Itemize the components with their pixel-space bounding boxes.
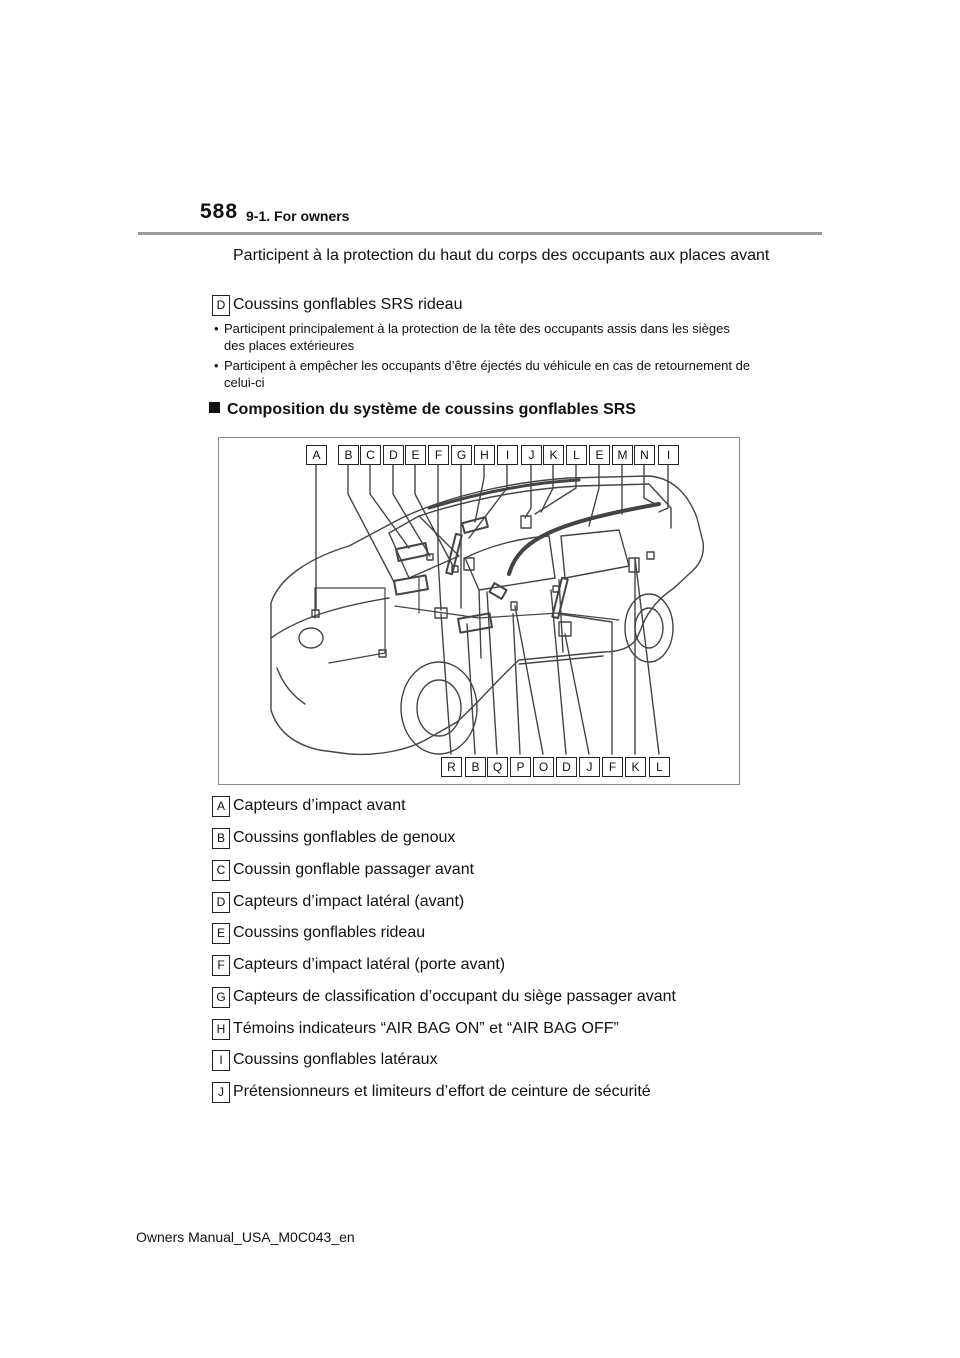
hood-line — [271, 598, 389, 638]
legend-letter-badge: H — [212, 1019, 230, 1040]
callout-label: G — [451, 445, 472, 465]
bullet-dot: • — [214, 321, 219, 336]
legend-letter-badge: E — [212, 923, 230, 944]
callout-label: F — [602, 757, 623, 777]
front-window — [465, 536, 555, 590]
legend-letter-badge: G — [212, 987, 230, 1008]
callout-label: F — [428, 445, 449, 465]
bullet-text: Participent principalement à la protection de la tête des occupants assis dans les sièges des places extérieures — [224, 321, 730, 353]
legend-letter-badge: D — [212, 892, 230, 913]
callout-label: E — [589, 445, 610, 465]
front-wheel-hub — [417, 680, 461, 736]
retractor-upper — [521, 516, 531, 528]
callout-label: C — [360, 445, 381, 465]
legend-text: Coussins gonflables rideau — [233, 924, 426, 941]
callout-label: B — [465, 757, 486, 777]
legend-text: Prétensionneurs et limiteurs d’effort de ceinture de sécurité — [233, 1083, 651, 1100]
rear-sensor — [647, 552, 654, 559]
callout-label: N — [634, 445, 655, 465]
legend-text: Capteurs d’impact latéral (porte avant) — [233, 956, 506, 973]
curtain-airbag — [509, 504, 659, 574]
callout-label: E — [405, 445, 426, 465]
subheading-text: Composition du système de coussins gonflables SRS — [227, 401, 636, 418]
bullet-dot: • — [214, 358, 219, 373]
legend-letter-badge: J — [212, 1082, 230, 1103]
callout-label: R — [441, 757, 462, 777]
retractor-rear — [629, 558, 639, 572]
rear-wheel — [625, 594, 673, 662]
callout-label: K — [543, 445, 564, 465]
leader-line — [487, 592, 497, 754]
subheading — [209, 401, 636, 419]
leader-line — [393, 458, 430, 556]
airbag-diagram — [218, 437, 740, 785]
callout-label: I — [658, 445, 679, 465]
callout-label: A — [306, 445, 327, 465]
callout-label: L — [566, 445, 587, 465]
front-wheel — [401, 662, 477, 754]
legend-text: Capteurs d’impact latéral (avant) — [233, 893, 465, 910]
item-title: Coussins gonflables SRS rideau — [233, 296, 463, 313]
item-letter-badge: D — [212, 295, 230, 316]
leader-line — [525, 458, 531, 518]
legend-letter-badge: B — [212, 828, 230, 849]
callout-label: B — [338, 445, 359, 465]
legend-letter-badge: C — [212, 860, 230, 881]
sill-line — [519, 656, 603, 664]
callout-label: P — [510, 757, 531, 777]
leader-line — [635, 558, 659, 754]
leader-line — [348, 458, 395, 584]
callout-label: I — [497, 445, 518, 465]
legend-text: Coussins gonflables de genoux — [233, 829, 456, 846]
callout-label: J — [579, 757, 600, 777]
section-title: 9-1. For owners — [246, 208, 350, 224]
vehicle-illustration — [219, 438, 739, 784]
header-rule — [138, 232, 822, 235]
knee-airbag-module — [394, 575, 428, 594]
callout-label: D — [383, 445, 404, 465]
square-bullet-icon — [209, 402, 220, 413]
leader-line — [438, 458, 441, 610]
legend-letter-badge: I — [212, 1050, 230, 1071]
callout-label: H — [474, 445, 495, 465]
legend-text: Capteurs de classification d’occupant du siège passager avant — [233, 988, 676, 1005]
callout-label: M — [612, 445, 633, 465]
legend-letter-badge: A — [212, 796, 230, 817]
callout-label: L — [649, 757, 670, 777]
legend-text: Coussins gonflables latéraux — [233, 1051, 438, 1068]
legend-text: Coussin gonflable passager avant — [233, 861, 475, 878]
rear-window — [561, 530, 629, 578]
leader-line — [475, 458, 484, 522]
bullet-text: Participent à empêcher les occupants d’être éjectés du véhicule en cas de retournement de celui-ci — [224, 358, 751, 390]
callout-label: D — [556, 757, 577, 777]
legend-text: Capteurs d’impact avant — [233, 797, 406, 814]
callout-label: O — [533, 757, 554, 777]
leader-line — [415, 458, 454, 568]
front-wiring — [315, 588, 385, 663]
legend-letter-badge: F — [212, 955, 230, 976]
bumper-line — [277, 668, 305, 704]
callout-label: K — [625, 757, 646, 777]
door-edge — [479, 590, 481, 658]
leader-line — [565, 634, 589, 754]
footer-manual-id: Owners Manual_USA_M0C043_en — [136, 1229, 355, 1245]
bullet-item — [214, 357, 754, 391]
page-number: 588 — [200, 200, 239, 223]
leader-line — [513, 614, 520, 754]
headlight — [299, 628, 323, 648]
intro-paragraph: Participent à la protection du haut du corps des occupants aux places avant — [233, 247, 770, 264]
callout-label: J — [521, 445, 542, 465]
bullet-item — [214, 320, 754, 354]
callout-label: Q — [487, 757, 508, 777]
legend-text: Témoins indicateurs “AIR BAG ON” et “AIR BAG OFF” — [233, 1020, 619, 1037]
